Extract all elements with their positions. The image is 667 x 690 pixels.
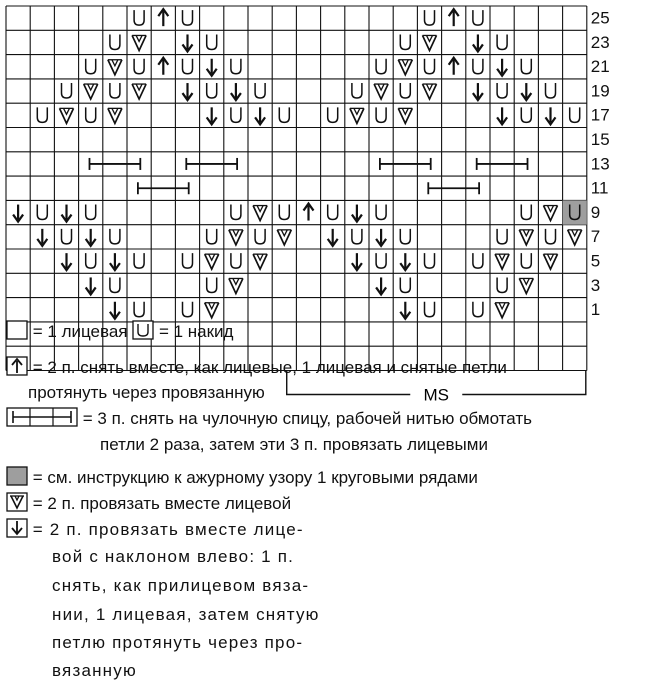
yarn-over-symbol: [400, 277, 410, 292]
yarn-over-symbol: [183, 10, 193, 25]
yarn-over-symbol: [37, 107, 47, 122]
legend-ssk-line-6: [52, 660, 137, 682]
ssk-symbol: [62, 253, 72, 270]
legend-ssk-text-2: вой с наклоном влево: 1 п.: [52, 547, 295, 566]
k2tog-symbol: [519, 230, 533, 245]
ssk-symbol: [352, 253, 362, 270]
k2tog-symbol: [253, 254, 267, 269]
yarn-over-symbol: [110, 34, 120, 49]
yarn-over-symbol: [134, 302, 144, 317]
ssk-symbol: [497, 59, 507, 76]
row-number: 13: [590, 154, 610, 174]
yarn-over-symbol: [183, 59, 193, 74]
yarn-over-symbol: [37, 205, 47, 220]
yarn-over-symbol: [183, 253, 193, 268]
row-number: 17: [590, 105, 610, 125]
cable-wrap-symbol: [380, 158, 431, 170]
ssk-symbol: [86, 229, 96, 246]
k2tog-symbol: [60, 108, 74, 123]
k2tog-symbol: [84, 84, 98, 99]
yarn-over-symbol: [570, 107, 580, 122]
k2tog-symbol: [132, 35, 146, 50]
legend-cdd-text-2: протянуть через провязанную: [28, 383, 265, 402]
k2tog-symbol: [423, 84, 437, 99]
legend-cable-cont: [100, 434, 488, 456]
ssk-symbol: [473, 83, 483, 100]
legend-yarn-over-text: = 1 накид: [158, 322, 234, 341]
row-number: 23: [590, 32, 610, 52]
ssk-symbol: [110, 302, 120, 319]
ssk-symbol: [255, 107, 265, 124]
legend-ssk-line-2: [52, 546, 294, 568]
legend-knit-yo: [6, 320, 233, 343]
row-number: 19: [590, 81, 610, 101]
ssk-symbol: [62, 205, 72, 222]
yarn-over-symbol: [255, 83, 265, 98]
yarn-over-symbol: [207, 229, 217, 244]
yarn-over-symbol: [86, 59, 96, 74]
ssk-symbol: [86, 277, 96, 294]
k2tog-symbol: [398, 108, 412, 123]
row-number: 5: [590, 251, 601, 271]
k2tog-symbol: [544, 206, 558, 221]
yarn-over-symbol: [207, 277, 217, 292]
k2tog-symbol: [495, 303, 509, 318]
chart-grid: [6, 6, 587, 371]
k2tog-symbol: [423, 35, 437, 50]
yarn-over-symbol: [86, 253, 96, 268]
ssk-symbol: [521, 83, 531, 100]
yarn-over-symbol: [400, 83, 410, 98]
ssk-symbol: [207, 107, 217, 124]
ssk-symbol: [400, 253, 410, 270]
legend-ssk: [6, 518, 304, 541]
legend-ssk-line-4: [52, 604, 320, 626]
legend-knit-text: = 1 лицевая: [32, 322, 128, 341]
ssk-symbol: [328, 229, 338, 246]
k2tog-icon: [6, 492, 28, 512]
row-number: 15: [590, 129, 610, 149]
central-double-decrease-symbol: [304, 204, 314, 221]
yarn-over-symbol: [110, 277, 120, 292]
cable-wrap-symbol: [89, 158, 140, 170]
cable-wrap-symbol: [138, 182, 189, 194]
cable-wrap-symbol: [186, 158, 237, 170]
knit-symbol-icon: [6, 320, 28, 340]
k2tog-symbol: [132, 84, 146, 99]
central-double-decrease-symbol: [158, 58, 168, 75]
legend-cdd-text-1: = 2 п. снять вместе, как лицевые, 1 лицевая и снятые петли: [32, 358, 507, 377]
legend-cable-text-1: = 3 п. снять на чулочную спицу, рабочей нитью обмотать: [82, 409, 532, 428]
cable-wrap-symbol: [428, 182, 479, 194]
yarn-over-symbol: [425, 302, 435, 317]
chart-symbols: [13, 9, 587, 319]
ssk-symbol: [376, 277, 386, 294]
k2tog-symbol: [350, 108, 364, 123]
yarn-over-symbol: [231, 205, 241, 220]
row-number: 25: [590, 8, 610, 28]
central-double-decrease-symbol: [449, 9, 459, 26]
k2tog-symbol: [229, 230, 243, 245]
yarn-over-symbol: [231, 253, 241, 268]
shaded-cell: [563, 200, 587, 224]
ssk-symbol: [400, 302, 410, 319]
row-numbers: [591, 8, 610, 319]
yarn-over-symbol: [110, 83, 120, 98]
yarn-over-symbol: [473, 10, 483, 25]
ms-label: MS: [423, 385, 450, 405]
ssk-icon: [6, 518, 28, 538]
legend-cdd: [6, 356, 507, 379]
k2tog-symbol: [519, 278, 533, 293]
yarn-over-symbol: [134, 253, 144, 268]
row-number: 9: [590, 202, 601, 222]
k2tog-symbol: [374, 84, 388, 99]
ssk-symbol: [352, 205, 362, 222]
ssk-symbol: [207, 59, 217, 76]
cable-wrap-symbol: [477, 158, 528, 170]
ssk-symbol: [37, 229, 47, 246]
yarn-over-symbol: [400, 34, 410, 49]
k2tog-symbol: [277, 230, 291, 245]
yarn-over-symbol: [134, 59, 144, 74]
yarn-over-symbol: [473, 302, 483, 317]
k2tog-symbol: [108, 108, 122, 123]
yarn-over-symbol: [497, 34, 507, 49]
k2tog-symbol: [253, 206, 267, 221]
legend-cable-text-2: петли 2 раза, затем эти 3 п. провязать лицевыми: [100, 435, 488, 454]
yarn-over-symbol: [546, 229, 556, 244]
row-number: 7: [590, 227, 601, 247]
yarn-over-symbol: [231, 107, 241, 122]
row-number: 21: [590, 57, 610, 77]
yarn-over-symbol: [62, 83, 72, 98]
k2tog-symbol: [568, 230, 582, 245]
yarn-over-symbol: [352, 83, 362, 98]
yarn-over-symbol: [376, 59, 386, 74]
cable-wrap-icon: [6, 407, 78, 427]
k2tog-symbol: [495, 254, 509, 269]
yarn-over-symbol: [376, 107, 386, 122]
yarn-over-symbol: [328, 205, 338, 220]
yarn-over-symbol: [328, 107, 338, 122]
yarn-over-symbol: [279, 107, 289, 122]
yarn-over-symbol: [183, 302, 193, 317]
legend-ssk-text-6: вязанную: [52, 661, 137, 680]
yarn-over-symbol: [497, 229, 507, 244]
central-double-decrease-symbol: [158, 9, 168, 26]
ssk-symbol: [473, 34, 483, 51]
ssk-symbol: [183, 34, 193, 51]
yarn-over-symbol: [521, 205, 531, 220]
legend-ssk-text-3: снять, как прилицевом вяза-: [52, 576, 310, 595]
yarn-over-symbol: [425, 253, 435, 268]
yarn-over-symbol: [521, 253, 531, 268]
yarn-over-symbol: [86, 107, 96, 122]
yarn-over-symbol: [546, 83, 556, 98]
ssk-symbol: [497, 107, 507, 124]
yarn-over-symbol: [376, 253, 386, 268]
yarn-over-symbol: [231, 59, 241, 74]
yarn-over-symbol: [376, 205, 386, 220]
ssk-symbol: [183, 83, 193, 100]
ssk-symbol: [376, 229, 386, 246]
yarn-over-symbol: [110, 229, 120, 244]
legend-ssk-text-1: = 2 п. провязать вместе лице-: [32, 520, 304, 539]
k2tog-symbol: [398, 60, 412, 75]
legend-cdd-cont: [28, 382, 265, 404]
row-number: 3: [590, 275, 601, 295]
yarn-over-symbol: [473, 253, 483, 268]
k2tog-symbol: [205, 254, 219, 269]
yarn-over-symbol: [473, 59, 483, 74]
yarn-over-symbol-icon: [132, 320, 154, 340]
ssk-symbol: [13, 205, 23, 222]
yarn-over-symbol: [521, 59, 531, 74]
yarn-over-symbol: [497, 83, 507, 98]
yarn-over-symbol: [425, 10, 435, 25]
k2tog-symbol: [108, 60, 122, 75]
yarn-over-symbol: [521, 107, 531, 122]
legend-k2tog: [6, 492, 291, 515]
yarn-over-symbol: [352, 229, 362, 244]
central-double-decrease-icon: [6, 356, 28, 376]
yarn-over-symbol: [134, 10, 144, 25]
ssk-symbol: [546, 107, 556, 124]
k2tog-symbol: [544, 254, 558, 269]
row-number: 1: [590, 300, 601, 320]
legend-k2tog-text: = 2 п. провязать вместе лицевой: [32, 494, 292, 513]
central-double-decrease-symbol: [449, 58, 459, 75]
legend-shaded-text: = см. инструкцию к ажурному узору 1 круговыми рядами: [32, 468, 478, 487]
legend-ssk-line-5: [52, 632, 303, 654]
row-number: 11: [590, 178, 609, 198]
legend-cable: [6, 407, 532, 430]
shaded-cell-icon: [6, 466, 28, 486]
k2tog-symbol: [229, 278, 243, 293]
yarn-over-symbol: [86, 205, 96, 220]
legend-ssk-text-5: петлю протянуть через про-: [52, 633, 304, 652]
yarn-over-symbol: [207, 34, 217, 49]
legend-shaded: [6, 466, 478, 489]
ssk-symbol: [231, 83, 241, 100]
k2tog-symbol: [205, 303, 219, 318]
yarn-over-symbol: [62, 229, 72, 244]
yarn-over-symbol: [425, 59, 435, 74]
yarn-over-symbol: [207, 83, 217, 98]
yarn-over-symbol: [497, 277, 507, 292]
legend-ssk-line-3: [52, 575, 309, 597]
yarn-over-symbol: [400, 229, 410, 244]
ssk-symbol: [110, 253, 120, 270]
legend-ssk-text-4: нии, 1 лицевая, затем снятую: [52, 605, 320, 624]
yarn-over-symbol: [255, 229, 265, 244]
yarn-over-symbol: [279, 205, 289, 220]
